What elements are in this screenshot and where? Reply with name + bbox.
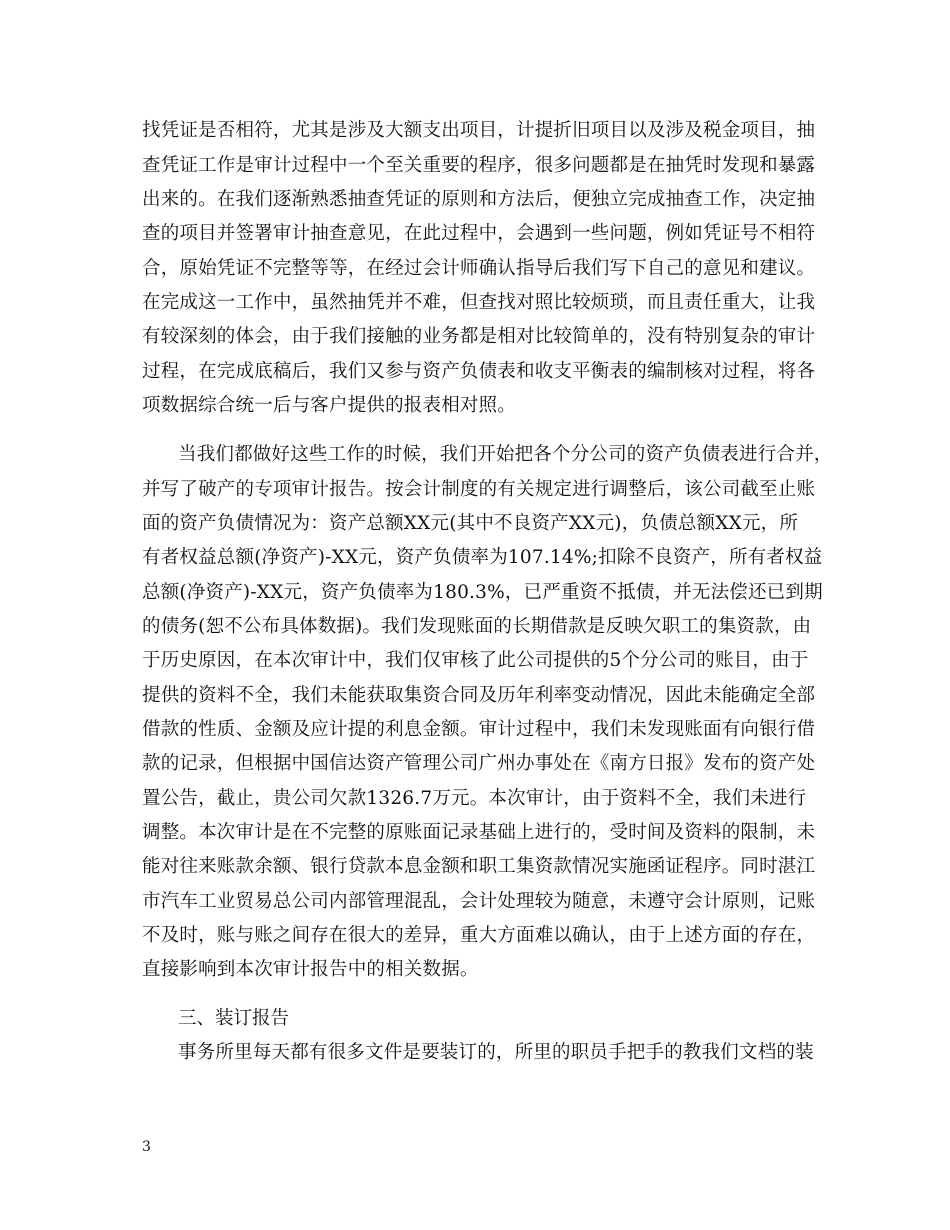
paragraph-line: 于历史原因，在本次审计中，我们仅审核了此公司提供的5个分公司的账目，由于 <box>142 650 809 671</box>
paragraph-line: 面的资产负债情况为：资产总额XX元(其中不良资产XX元)，负债总额XX元，所 <box>142 513 799 534</box>
paragraph-first-line: 事务所里每天都有很多文件是要装订的，所里的职员手把手的教我们文档的装 <box>178 1042 814 1063</box>
paragraph-line: 出来的。在我们逐渐熟悉抽查凭证的原则和方法后，便独立完成抽查工作，决定抽 <box>142 189 816 210</box>
paragraph-line: 调整。本次审计是在不完整的原账面记录基础上进行的，受时间及资料的限制，未 <box>142 822 816 843</box>
paragraph-line: 有者权益总额(净资产)-XX元，资产负债率为107.14%;扣除不良资产，所有者权益 <box>142 547 823 568</box>
paragraph-line: 在完成这一工作中，虽然抽凭并不难，但查找对照比较烦琐，而且责任重大，让我 <box>142 292 816 313</box>
paragraph-line: 总额(净资产)-XX元，资产负债率为180.3%，已严重资不抵债，并无法偿还已到期 <box>142 582 823 603</box>
section-heading: 三、装订报告 <box>178 1008 290 1029</box>
paragraph-line: 不及时，账与账之间存在很大的差异，重大方面难以确认，由于上述方面的存在， <box>142 925 816 946</box>
paragraph-line: 市汽车工业贸易总公司内部管理混乱，会计处理较为随意，未遵守会计原则，记账 <box>142 891 816 912</box>
paragraph-line: 有较深刻的体会，由于我们接触的业务都是相对比较简单的，没有特别复杂的审计 <box>142 326 816 347</box>
paragraph-first-line: 当我们都做好这些工作的时候，我们开始把各个分公司的资产负债表进行合并， <box>178 444 833 465</box>
paragraph-line: 查凭证工作是审计过程中一个至关重要的程序，很多问题都是在抽凭时发现和暴露 <box>142 155 816 176</box>
paragraph-line: 项数据综合统一后与客户提供的报表相对照。 <box>142 395 517 416</box>
paragraph-line: 找凭证是否相符，尤其是涉及大额支出项目，计提折旧项目以及涉及税金项目，抽 <box>142 120 816 141</box>
paragraph-line: 的债务(恕不公布具体数据)。我们发现账面的长期借款是反映欠职工的集资款，由 <box>142 616 812 637</box>
paragraph-line: 置公告，截止，贵公司欠款1326.7万元。本次审计，由于资料不全，我们未进行 <box>142 788 807 809</box>
paragraph-line: 能对往来账款余额、银行贷款本息金额和职工集资款情况实施函证程序。同时湛江 <box>142 856 816 877</box>
paragraph-line: 合，原始凭证不完整等等，在经过会计师确认指导后我们写下自己的意见和建议。 <box>142 258 816 279</box>
paragraph-line: 款的记录，但根据中国信达资产管理公司广州办事处在《南方日报》发布的资产处 <box>142 753 816 774</box>
page-number: 3 <box>142 1139 151 1155</box>
paragraph-line: 查的项目并签署审计抽查意见，在此过程中，会遇到一些问题，例如凭证号不相符 <box>142 223 816 244</box>
paragraph-line: 并写了破产的专项审计报告。按会计制度的有关规定进行调整后，该公司截至止账 <box>142 479 816 500</box>
paragraph-line: 过程，在完成底稿后，我们又参与资产负债表和收支平衡表的编制核对过程，将各 <box>142 361 816 382</box>
paragraph-line: 提供的资料不全，我们未能获取集资合同及历年利率变动情况，因此未能确定全部 <box>142 685 816 706</box>
paragraph-line: 直接影响到本次审计报告中的相关数据。 <box>142 959 479 980</box>
paragraph-line: 借款的性质、金额及应计提的利息金额。审计过程中，我们未发现账面有向银行借 <box>142 719 816 740</box>
